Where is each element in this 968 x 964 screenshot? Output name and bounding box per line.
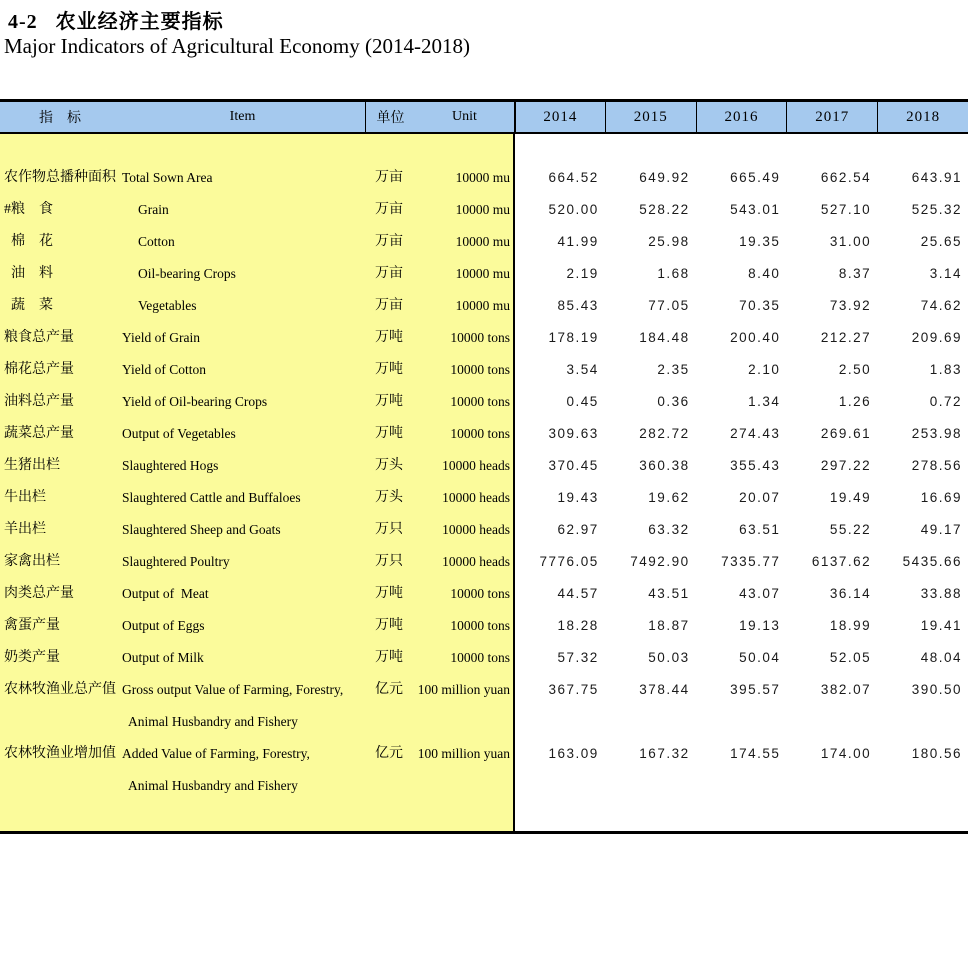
- value-2016: 395.57: [730, 682, 781, 697]
- value-2017: 52.05: [829, 650, 872, 665]
- value-2016: 665.49: [730, 170, 781, 185]
- unit-en: 100 million yuan: [417, 746, 510, 761]
- value-2016: 200.40: [730, 330, 781, 345]
- value-2015: 2.35: [657, 362, 690, 377]
- value-2017: 269.61: [820, 426, 872, 441]
- unit-cn: 万吨: [375, 618, 403, 633]
- unit-en: 100 million yuan: [417, 682, 510, 697]
- value-2017: 212.27: [820, 330, 872, 345]
- table-row: [0, 322, 968, 354]
- table-row: [0, 162, 968, 194]
- indicator-name-cn: 禽蛋产量: [4, 618, 60, 633]
- table-row: [0, 578, 968, 610]
- value-2014: 3.54: [566, 362, 599, 377]
- value-2014: 370.45: [548, 458, 599, 473]
- value-2017: 55.22: [829, 522, 872, 537]
- value-2016: 543.01: [730, 202, 781, 217]
- value-2017: 6137.62: [811, 554, 872, 569]
- table-body: [0, 134, 968, 831]
- indicator-name-cn: 生猪出栏: [4, 458, 60, 473]
- unit-en: 10000 heads: [442, 522, 510, 537]
- unit-en: 10000 tons: [450, 650, 510, 665]
- value-2015: 649.92: [639, 170, 690, 185]
- header-indicator-cn: 指 标: [39, 111, 81, 126]
- indicator-name-cn: 农林牧渔业总产值: [4, 682, 116, 697]
- value-2014: 19.43: [557, 490, 599, 505]
- indicator-name-en-line2: Animal Husbandry and Fishery: [128, 778, 298, 793]
- indicator-name-cn: 油 料: [11, 266, 53, 281]
- unit-cn: 万吨: [375, 650, 403, 665]
- unit-cn: 万亩: [375, 298, 403, 313]
- value-2015: 360.38: [639, 458, 690, 473]
- table-row: [0, 674, 968, 738]
- unit-cn: 亿元: [375, 746, 403, 761]
- value-2018: 0.72: [929, 394, 962, 409]
- value-2018: 74.62: [920, 298, 962, 313]
- indicator-name-en: Output of Milk: [122, 650, 204, 665]
- value-2018: 253.98: [911, 426, 962, 441]
- value-2016: 1.34: [748, 394, 781, 409]
- value-2014: 163.09: [548, 746, 599, 761]
- value-2016: 8.40: [748, 266, 781, 281]
- indicator-name-cn: 家禽出栏: [4, 554, 60, 569]
- unit-cn: 万头: [375, 458, 403, 473]
- page-title-cn: 4-2 农业经济主要指标: [8, 11, 224, 33]
- value-2015: 184.48: [639, 330, 690, 345]
- value-2018: 16.69: [920, 490, 962, 505]
- value-2017: 1.26: [838, 394, 872, 409]
- value-2017: 36.14: [829, 586, 872, 601]
- indicator-name-en: Slaughtered Hogs: [122, 458, 219, 473]
- header-unit-cn: 单位: [365, 102, 415, 132]
- value-2015: 43.51: [648, 586, 690, 601]
- value-2018: 209.69: [911, 330, 962, 345]
- indicator-name-en: Yield of Cotton: [122, 362, 206, 377]
- indicator-name-en: Slaughtered Cattle and Buffaloes: [122, 490, 301, 505]
- unit-en: 10000 mu: [455, 202, 510, 217]
- value-2014: 85.43: [557, 298, 599, 313]
- value-2018: 278.56: [911, 458, 962, 473]
- value-2014: 62.97: [557, 522, 599, 537]
- table-row: [0, 418, 968, 450]
- value-2014: 7776.05: [539, 554, 599, 569]
- unit-cn: 万亩: [375, 266, 403, 281]
- indicator-name-cn: 奶类产量: [4, 650, 60, 665]
- indicator-name-cn: 油料总产量: [4, 394, 74, 409]
- value-2015: 18.87: [648, 618, 690, 633]
- unit-cn: 万吨: [375, 426, 403, 441]
- indicator-name-cn: 肉类总产量: [4, 586, 74, 601]
- value-2016: 274.43: [730, 426, 781, 441]
- indicator-name-en: Yield of Grain: [122, 330, 200, 345]
- value-2018: 33.88: [920, 586, 962, 601]
- indicator-name-en: Oil-bearing Crops: [138, 266, 236, 281]
- indicator-name-en: Output of Meat: [122, 586, 209, 601]
- header-item: Item: [229, 109, 256, 124]
- table-row: [0, 354, 968, 386]
- statistics-table: [0, 99, 968, 834]
- table-row: [0, 546, 968, 578]
- value-2018: 49.17: [920, 522, 962, 537]
- unit-en: 10000 mu: [455, 266, 510, 281]
- value-2015: 63.32: [648, 522, 690, 537]
- unit-en: 10000 tons: [450, 618, 510, 633]
- value-2015: 50.03: [648, 650, 690, 665]
- value-2017: 31.00: [829, 234, 872, 249]
- indicator-name-cn: 羊出栏: [4, 522, 46, 537]
- value-2016: 19.13: [739, 618, 781, 633]
- value-2015: 19.62: [648, 490, 690, 505]
- value-2018: 25.65: [920, 234, 962, 249]
- indicator-name-cn: 棉 花: [11, 234, 53, 249]
- table-row: [0, 194, 968, 226]
- unit-en: 10000 heads: [442, 554, 510, 569]
- table-row: [0, 386, 968, 418]
- value-2014: 178.19: [548, 330, 599, 345]
- value-2016: 355.43: [730, 458, 781, 473]
- unit-en: 10000 heads: [442, 490, 510, 505]
- value-2016: 2.10: [748, 362, 781, 377]
- unit-cn: 万吨: [375, 586, 403, 601]
- value-2016: 43.07: [739, 586, 781, 601]
- indicator-name-cn: 棉花总产量: [4, 362, 74, 377]
- indicator-name-en: Output of Vegetables: [122, 426, 236, 441]
- table-row: [0, 738, 968, 802]
- value-2018: 1.83: [929, 362, 962, 377]
- unit-cn: 万头: [375, 490, 403, 505]
- indicator-name-cn: #粮 食: [4, 202, 53, 217]
- indicator-name-en: Cotton: [138, 234, 175, 249]
- indicator-name-cn: 农作物总播种面积: [4, 170, 116, 185]
- unit-cn: 万吨: [375, 330, 403, 345]
- value-2015: 528.22: [639, 202, 690, 217]
- value-2014: 44.57: [557, 586, 599, 601]
- indicator-name-en: Gross output Value of Farming, Forestry, Animal Husbandry and Fishery: [120, 674, 365, 738]
- value-2018: 48.04: [920, 650, 962, 665]
- header-year-2014: 2014: [514, 102, 605, 132]
- value-2017: 8.37: [838, 266, 872, 281]
- indicator-name-en: Vegetables: [138, 298, 197, 313]
- value-2014: 2.19: [566, 266, 599, 281]
- value-2015: 7492.90: [630, 554, 690, 569]
- value-2016: 63.51: [739, 522, 781, 537]
- value-2015: 167.32: [639, 746, 690, 761]
- table-row: [0, 482, 968, 514]
- unit-cn: 万亩: [375, 170, 403, 185]
- indicator-name-cn: 粮食总产量: [4, 330, 74, 345]
- indicator-name-cn: 蔬 菜: [11, 298, 53, 313]
- table-row: [0, 610, 968, 642]
- table-row: [0, 450, 968, 482]
- unit-cn: 亿元: [375, 682, 403, 697]
- value-2018: 525.32: [911, 202, 962, 217]
- value-2015: 1.68: [657, 266, 690, 281]
- value-2018: 643.91: [911, 170, 962, 185]
- indicator-name-cn: 牛出栏: [4, 490, 46, 505]
- value-2018: 3.14: [929, 266, 962, 281]
- unit-en: 10000 tons: [450, 394, 510, 409]
- unit-en: 10000 mu: [455, 170, 510, 185]
- header-year-2015: 2015: [605, 102, 696, 132]
- value-2016: 174.55: [730, 746, 781, 761]
- value-2014: 367.75: [548, 682, 599, 697]
- value-2017: 19.49: [829, 490, 872, 505]
- value-2017: 662.54: [820, 170, 872, 185]
- unit-en: 10000 tons: [450, 586, 510, 601]
- value-2014: 41.99: [557, 234, 599, 249]
- indicator-name-en-line2: Animal Husbandry and Fishery: [128, 714, 298, 729]
- unit-cn: 万吨: [375, 394, 403, 409]
- indicator-name-cn: 蔬菜总产量: [4, 426, 74, 441]
- unit-en: 10000 tons: [450, 330, 510, 345]
- table-row: [0, 290, 968, 322]
- value-2016: 50.04: [739, 650, 781, 665]
- value-2015: 0.36: [657, 394, 690, 409]
- value-2014: 520.00: [548, 202, 599, 217]
- value-2016: 7335.77: [721, 554, 781, 569]
- unit-en: 10000 heads: [442, 458, 510, 473]
- page-title-en: Major Indicators of Agricultural Economy (2014-2018): [4, 34, 470, 58]
- value-2014: 664.52: [548, 170, 599, 185]
- table-header-row: [0, 102, 968, 134]
- table-row: [0, 642, 968, 674]
- table-row: [0, 514, 968, 546]
- value-2017: 382.07: [820, 682, 872, 697]
- value-2015: 282.72: [639, 426, 690, 441]
- value-2015: 378.44: [639, 682, 690, 697]
- unit-en: 10000 mu: [455, 234, 510, 249]
- unit-cn: 万亩: [375, 202, 403, 217]
- indicator-name-en: Added Value of Farming, Forestry, Animal Husbandry and Fishery: [120, 738, 365, 802]
- value-2016: 70.35: [739, 298, 781, 313]
- value-2015: 77.05: [648, 298, 690, 313]
- unit-en: 10000 tons: [450, 362, 510, 377]
- value-2018: 5435.66: [902, 554, 962, 569]
- value-2014: 18.28: [557, 618, 599, 633]
- unit-cn: 万吨: [375, 362, 403, 377]
- indicator-name-en: Slaughtered Poultry: [122, 554, 230, 569]
- value-2017: 174.00: [820, 746, 872, 761]
- value-2014: 309.63: [548, 426, 599, 441]
- value-2016: 19.35: [739, 234, 781, 249]
- value-2017: 297.22: [820, 458, 872, 473]
- indicator-name-en: Total Sown Area: [122, 170, 213, 185]
- value-2017: 2.50: [838, 362, 872, 377]
- indicator-name-en: Grain: [138, 202, 169, 217]
- value-2017: 73.92: [829, 298, 872, 313]
- unit-cn: 万只: [375, 554, 403, 569]
- indicator-name-en: Yield of Oil-bearing Crops: [122, 394, 268, 409]
- indicator-name-cn: 农林牧渔业增加值: [4, 746, 116, 761]
- unit-cn: 万亩: [375, 234, 403, 249]
- value-2017: 527.10: [820, 202, 872, 217]
- header-year-2018: 2018: [877, 102, 968, 132]
- value-2014: 0.45: [566, 394, 599, 409]
- value-2015: 25.98: [648, 234, 690, 249]
- unit-en: 10000 tons: [450, 426, 510, 441]
- value-2018: 180.56: [911, 746, 962, 761]
- value-2018: 390.50: [911, 682, 962, 697]
- value-2016: 20.07: [739, 490, 781, 505]
- header-unit-en: Unit: [452, 109, 477, 124]
- value-2014: 57.32: [557, 650, 599, 665]
- header-year-2016: 2016: [696, 102, 787, 132]
- indicator-name-en: Output of Eggs: [122, 618, 205, 633]
- table-row: [0, 226, 968, 258]
- indicator-name-en: Slaughtered Sheep and Goats: [122, 522, 281, 537]
- unit-cn: 万只: [375, 522, 403, 537]
- value-2018: 19.41: [920, 618, 962, 633]
- value-2017: 18.99: [829, 618, 872, 633]
- unit-en: 10000 mu: [455, 298, 510, 313]
- header-year-2017: 2017: [786, 102, 877, 132]
- table-row: [0, 258, 968, 290]
